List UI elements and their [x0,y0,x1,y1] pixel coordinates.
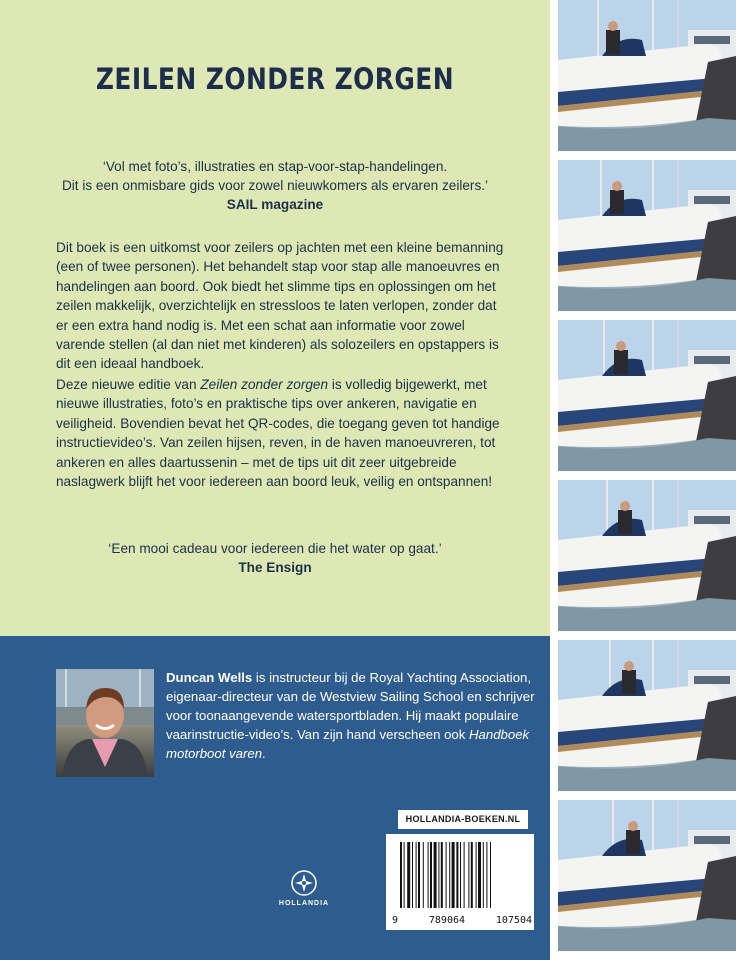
isbn-group2: 107504 [495,915,532,926]
quote-line: Dit is een onmisbare gids voor zowel nieuwkomers als ervaren zeilers.’ [61,178,489,193]
compass-rose-icon [291,870,317,896]
boat-photo [558,0,736,151]
isbn-barcode [386,834,534,930]
boat-photo [558,160,736,311]
publisher-name: HOLLANDIA [278,900,330,907]
book-title-inline: Zeilen zonder zorgen [200,377,329,392]
edition-paragraph [56,375,506,491]
quote-source: The Ensign [238,560,312,575]
edition-rest: is volledig bijgewerkt, met nieuwe illustraties, foto’s en praktische tips over ankeren, navigatie en veiligheid. Bovendien bevat het QR-codes, die toegang geven tot handige instructievideo’s. Van zeilen hijsen, reven, in de haven manoeuvreren, tot ankeren en alles daartussenin – met de tips uit dit zeer uitgebreide naslagwerk blijft het voor iedereen aan boord leuk, veilig en ontspannen! [56,377,500,490]
book-title: ZEILEN ZONDER ZORGEN [95,62,455,96]
edition-lead: Deze nieuwe editie van [56,377,201,392]
author-other-book: Handboek motorboot varen [166,727,530,761]
quote-line: ‘Vol met foto’s, illustraties en stap-voor-stap-handelingen. [102,159,448,174]
isbn-group1: 789064 [428,915,466,926]
author-bio [166,668,536,763]
boat-photo [558,640,736,791]
isbn-prefix: 9 [392,915,399,926]
publisher-logo [278,870,330,907]
boat-photo [558,320,736,471]
quote-source: SAIL magazine [226,197,324,212]
barcode-bars [400,842,520,908]
description-paragraph: Dit boek is een uitkomst voor zeilers op jachten met een kleine bemanning (een of twee personen). Het behandelt stap voor stap alle manoeuvres en handelingen aan boord. Ook biedt het slimme tips en oplossingen om het zeilen makkelijk, overzichtelijk en stressloos te laten verlopen, zonder dat er een extra hand nodig is. Met een schat aan informatie voor zowel varende stellen (al dan niet met kinderen) als solozeilers en opstappers is dit een ideaal handboek. [56,240,504,372]
review-quote-ensign [30,539,520,577]
author-name: Duncan Wells [166,670,253,685]
quote-line: ‘Een mooi cadeau voor iedereen die het water op gaat.’ [108,541,442,556]
isbn-number [392,915,532,926]
boat-photo [558,800,736,951]
author-bio-end: . [262,746,266,761]
author-photo [56,669,154,777]
publisher-website[interactable]: HOLLANDIA-BOEKEN.NL [398,810,528,829]
review-quote-sail [30,157,520,214]
boat-photo [558,480,736,631]
author-bio-text: is instructeur bij de Royal Yachting Association, eigenaar-directeur van de Westview Sailing School en schrijver voor toonaangevende watersportbladen. Hij maakt populaire vaarinstructie-video’s. Van zijn hand verscheen ook [166,670,535,742]
